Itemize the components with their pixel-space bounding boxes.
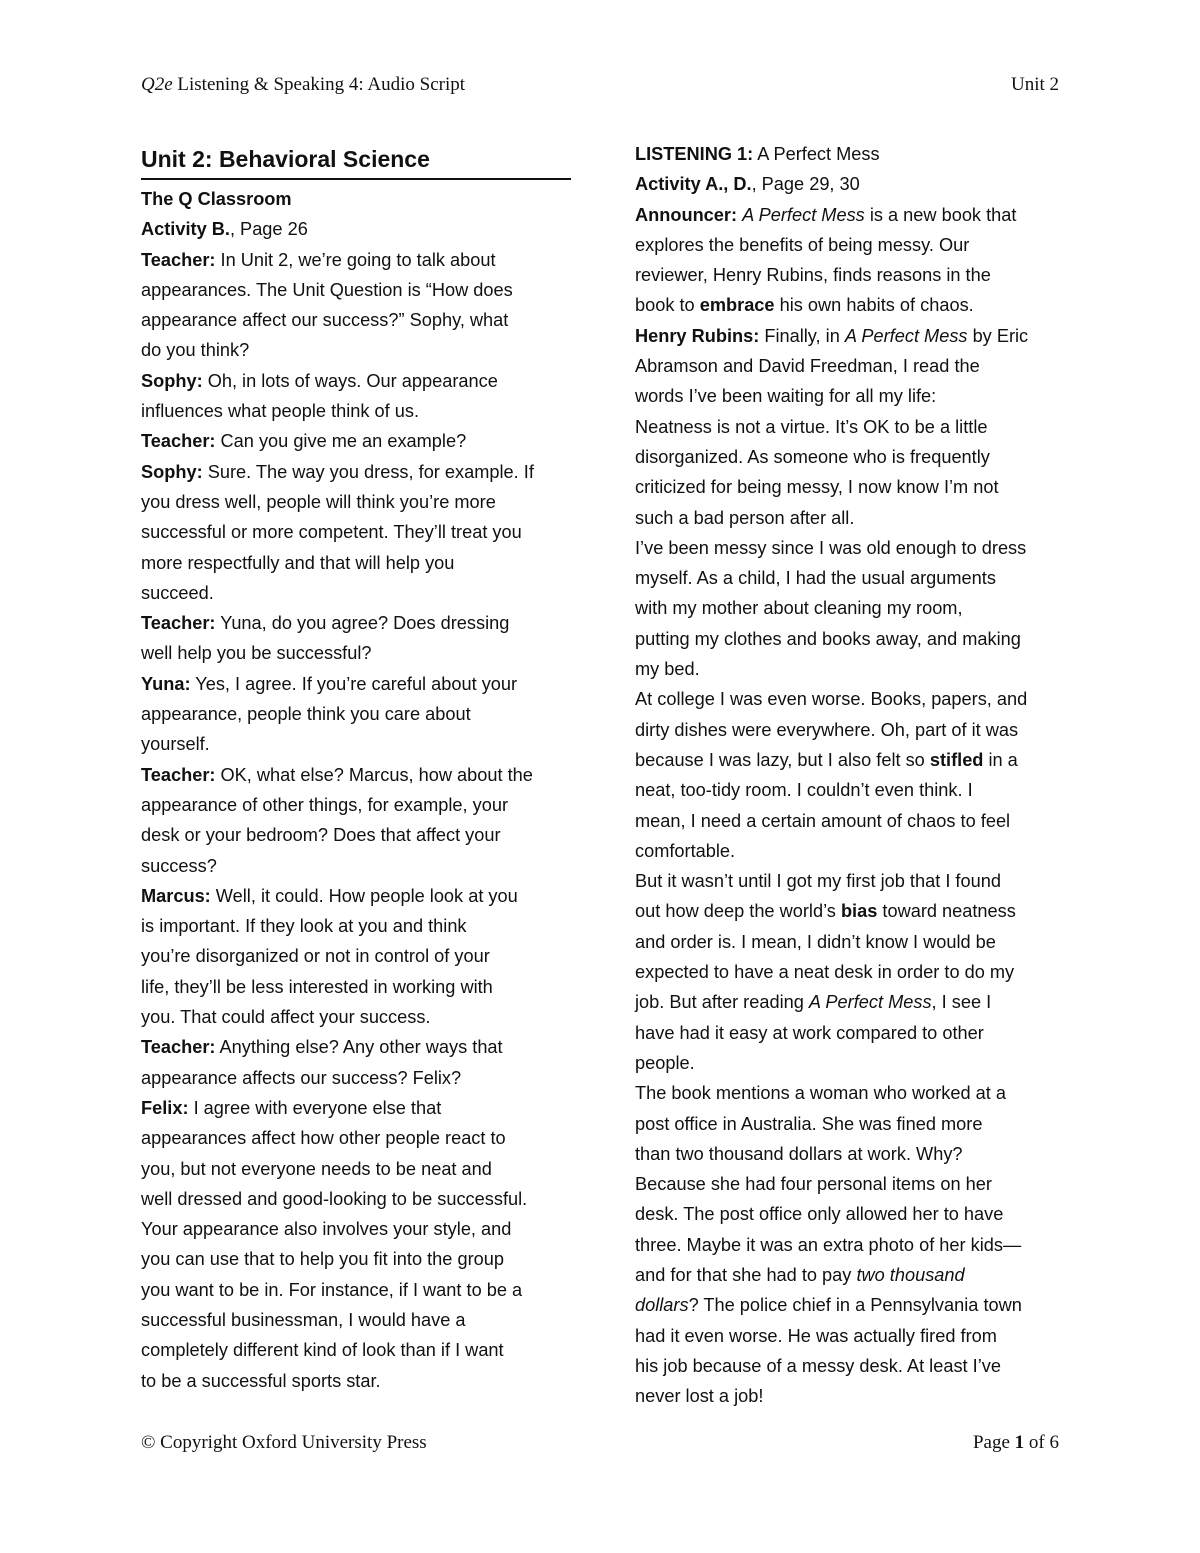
text-line [635,503,1075,533]
line-text: you dress well, people will think you’re more [141,491,496,512]
line-text: But it wasn’t until I got my first job that I found [635,871,1001,892]
line-text: appearances affect how other people react to [141,1128,506,1149]
text-line [635,987,1075,1017]
line-text: you. That could affect your success. [141,1007,431,1028]
text-line [141,517,571,547]
italic-text: two thousand [856,1264,965,1285]
line-text: Yuna, do you agree? Does dressing [215,613,510,634]
unit-title: Unit 2: Behavioral Science [141,142,571,180]
text-line [635,351,1075,381]
text-line [141,1244,571,1274]
line-text: life, they’ll be less interested in working with [141,976,493,997]
speaker-label: Sophy: [141,461,203,482]
speaker-label: Teacher: [141,249,216,270]
line-text: appearance affects our success? Felix? [141,1067,462,1088]
listening-label: LISTENING 1: [635,144,754,164]
italic-text: A Perfect Mess [808,992,932,1013]
text-line [635,200,1075,230]
line-text: desk. The post office only allowed her to have [635,1204,1004,1225]
text-line [635,684,1075,714]
text-line [635,957,1075,987]
text-line [635,321,1075,351]
text-line [635,836,1075,866]
line-text: you can use that to help you fit into the group [141,1249,504,1270]
speaker-label: Teacher: [141,613,216,634]
activity-page: , Page 29, 30 [751,174,860,195]
line-text: At college I was even worse. Books, papers, and [635,689,1028,710]
line-text: appearances. The Unit Question is “How does [141,279,513,300]
text-line [635,624,1075,654]
line-text: myself. As a child, I had the usual arguments [635,568,996,589]
dialogue-right [635,200,1075,1412]
text-line [141,1123,571,1153]
line-text: had it even worse. He was actually fired from [635,1325,997,1346]
line-text: Neatness is not a virtue. It’s OK to be a little [635,416,988,437]
header-title-rest: Listening & Speaking 4: Audio Script [172,74,466,95]
text-line [635,533,1075,563]
line-text: appearance, people think you care about [141,704,471,725]
text-line [141,820,571,850]
line-text: out how deep the world’s [635,901,841,922]
running-header-unit: Unit 2 [1010,74,1059,95]
text-line [635,927,1075,957]
text-line [141,911,571,941]
text-line [635,1169,1075,1199]
text-line [141,699,571,729]
text-line [141,790,571,820]
text-line [635,1139,1075,1169]
text-line [635,745,1075,775]
line-text: Because she had four personal items on her [635,1174,992,1195]
line-text: The book mentions a woman who worked at a [635,1083,1007,1104]
text-line [141,366,571,396]
line-text: his own habits of chaos. [774,295,974,316]
left-column [141,142,571,1396]
line-text: disorganized. As someone who is frequently [635,446,990,467]
text-line [141,1366,571,1396]
listening-heading [635,139,1075,169]
text-line [635,290,1075,320]
line-text: Oh, in lots of ways. Our appearance [202,370,498,391]
text-line [635,866,1075,896]
line-text: explores the benefits of being messy. Our [635,234,970,255]
text-line [141,275,571,305]
speaker-label: Teacher: [141,431,216,452]
line-text: dirty dishes were everywhere. Oh, part of it was [635,719,1019,740]
italic-text: dollars [635,1295,689,1316]
text-line [141,1275,571,1305]
line-text: job. But after reading [635,992,809,1013]
bold-text: Henry Rubins: [635,325,760,346]
text-line [141,851,571,881]
bold-text: Announcer: [635,204,738,225]
line-text: do you think? [141,340,250,361]
page-total: of 6 [1024,1432,1059,1453]
line-text: than two thousand dollars at work. Why? [635,1143,963,1164]
line-text: with my mother about cleaning my room, [635,598,963,619]
text-line [635,381,1075,411]
line-text: In Unit 2, we’re going to talk about [215,249,496,270]
line-text: comfortable. [635,840,736,861]
line-text: never lost a job! [635,1386,764,1407]
dialogue-left [141,245,571,1396]
line-text: mean, I need a certain amount of chaos to feel [635,810,1011,831]
line-text: , I see I [931,992,992,1013]
line-text: and for that she had to pay [635,1264,857,1285]
text-line [141,487,571,517]
line-text: influences what people think of us. [141,401,420,422]
text-line [635,1290,1075,1320]
text-line [141,669,571,699]
line-text: Sure. The way you dress, for example. If [202,461,534,482]
text-line [635,654,1075,684]
right-column [635,139,1075,1411]
line-text: his job because of a messy desk. At least I’ve [635,1355,1001,1376]
text-line [635,230,1075,260]
listening-title: A Perfect Mess [753,144,880,164]
text-line [635,1260,1075,1290]
line-text: Your appearance also involves your style, and [141,1219,512,1240]
line-text: Well, it could. How people look at you [210,885,518,906]
text-line [635,715,1075,745]
text-line [141,1093,571,1123]
text-line [141,578,571,608]
line-text: desk or your bedroom? Does that affect your [141,825,501,846]
line-text: OK, what else? Marcus, how about the [215,764,533,785]
activity-reference [141,214,571,244]
speaker-label: Teacher: [141,764,216,785]
line-text: I agree with everyone else that [188,1097,442,1118]
line-text: criticized for being messy, I now know I’m not [635,477,999,498]
text-line [141,881,571,911]
activity-label: Activity B. [141,219,230,240]
line-text: is important. If they look at you and think [141,916,467,937]
text-line [141,1154,571,1184]
line-text: I’ve been messy since I was old enough to dress [635,537,1027,558]
text-line [635,806,1075,836]
text-line [141,729,571,759]
line-text: succeed. [141,582,214,603]
line-text: book to [635,295,700,316]
line-text: Abramson and David Freedman, I read the [635,356,980,377]
activity-label: Activity A., D. [635,174,752,195]
page-label: Page [972,1432,1015,1453]
text-line [141,1305,571,1335]
line-text: reviewer, Henry Rubins, finds reasons in the [635,265,991,286]
text-line [635,896,1075,926]
line-text: well help you be successful? [141,643,372,664]
text-line [141,1214,571,1244]
speaker-label: Sophy: [141,370,203,391]
line-text: to be a successful sports star. [141,1370,381,1391]
line-text: neat, too-tidy room. I couldn’t even think. I [635,780,973,801]
line-text: such a bad person after all. [635,507,855,528]
text-line [635,1321,1075,1351]
text-line [635,1109,1075,1139]
text-line [635,1018,1075,1048]
line-text: in a [983,749,1018,770]
text-line [635,1351,1075,1381]
text-line [635,593,1075,623]
page-indicator [973,1432,1059,1454]
line-text: Can you give me an example? [215,431,467,452]
line-text: you want to be in. For instance, if I want to be a [141,1279,523,1300]
line-text: Finally, in [759,325,845,346]
activity-reference [635,169,1075,199]
text-line [635,1230,1075,1260]
line-text: successful businessman, I would have a [141,1309,466,1330]
line-text: Anything else? Any other ways that [215,1037,503,1058]
text-line [635,472,1075,502]
bold-text: stifled [929,749,984,770]
text-line [635,1199,1075,1229]
text-line [635,775,1075,805]
text-line [635,1078,1075,1108]
line-text: words I’ve been waiting for all my life: [635,386,937,407]
line-text: appearance of other things, for example, your [141,794,509,815]
text-line [635,260,1075,290]
line-text: appearance affect our success?” Sophy, what [141,310,509,331]
text-line [141,396,571,426]
speaker-label: Felix: [141,1097,189,1118]
text-line [635,563,1075,593]
line-text: post office in Australia. She was fined more [635,1113,983,1134]
line-text: Yes, I agree. If you’re careful about your [190,673,518,694]
text-line [141,941,571,971]
text-line [141,638,571,668]
line-text: and order is. I mean, I didn’t know I would be [635,931,996,952]
line-text: have had it easy at work compared to other [635,1022,984,1043]
text-line [141,1335,571,1365]
line-text: completely different kind of look than if I want [141,1340,504,1361]
line-text: by Eric [967,325,1029,346]
text-line [141,972,571,1002]
page-number: 1 [1014,1432,1025,1453]
text-line [635,412,1075,442]
line-text: is a new book that [864,204,1017,225]
text-line [141,1184,571,1214]
line-text: my bed. [635,659,700,680]
text-line [141,608,571,638]
text-line [141,245,571,275]
line-text: expected to have a neat desk in order to do my [635,962,1015,983]
text-line [635,442,1075,472]
bold-text: bias [840,901,878,922]
header-title-italic: Q2e [141,74,173,95]
text-line [141,1032,571,1062]
italic-text: A Perfect Mess [844,325,968,346]
text-line [141,1063,571,1093]
line-text: success? [141,855,217,876]
italic-text: A Perfect Mess [742,204,865,225]
line-text: three. Maybe it was an extra photo of her kids— [635,1234,1022,1255]
text-line [141,305,571,335]
text-line [141,760,571,790]
section-heading: The Q Classroom [141,189,292,209]
text-line [141,426,571,456]
line-text: you’re disorganized or not in control of your [141,946,490,967]
line-text: more respectfully and that will help you [141,552,455,573]
copyright-notice: © Copyright Oxford University Press [141,1432,427,1453]
speaker-label: Marcus: [141,885,211,906]
text-line [141,548,571,578]
bold-text: embrace [699,295,775,316]
line-text: well dressed and good-looking to be successful. [141,1188,528,1209]
line-text: ? The police chief in a Pennsylvania town [688,1295,1022,1316]
text-line [635,1048,1075,1078]
line-text: putting my clothes and books away, and making [635,628,1021,649]
line-text: because I was lazy, but I also felt so [635,749,930,770]
activity-page: , Page 26 [229,219,308,240]
line-text: toward neatness [877,901,1016,922]
speaker-label: Teacher: [141,1037,216,1058]
line-text: yourself. [141,734,210,755]
line-text: people. [635,1052,695,1073]
text-line [141,335,571,365]
speaker-label: Yuna: [141,673,191,694]
text-line [635,1381,1075,1411]
line-text: you, but not everyone needs to be neat and [141,1158,492,1179]
running-header-title [141,74,465,96]
line-text: successful or more competent. They’ll treat you [141,522,522,543]
text-line [141,1002,571,1032]
text-line [141,457,571,487]
